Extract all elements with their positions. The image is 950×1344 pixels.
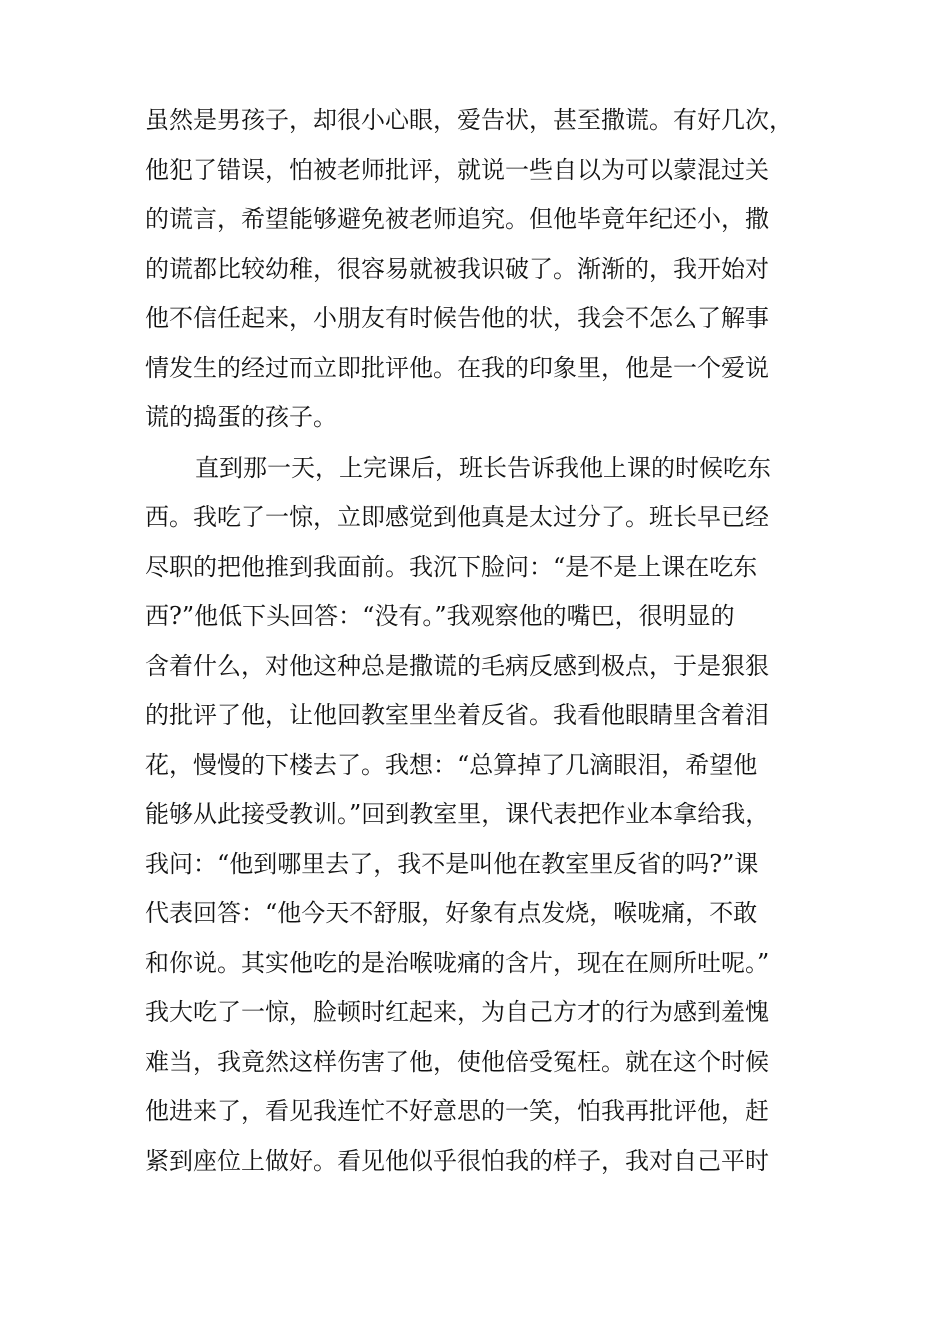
text-line: 和你说。其实他吃的是治喉咙痛的含片，现在在厕所吐呢。” <box>145 948 770 977</box>
text-line: 谎的捣蛋的孩子。 <box>145 403 337 431</box>
text-line: 他不信任起来，小朋友有时候告他的状，我会不怎么了解事 <box>145 304 769 332</box>
text-line: 西。我吃了一惊，立即感觉到他真是太过分了。班长早已经 <box>145 503 769 531</box>
text-line: 代表回答：“他今天不舒服，好象有点发烧，喉咙痛，不敢 <box>145 899 758 927</box>
text-line: 的批评了他，让他回教室里坐着反省。我看他眼睛里含着泪 <box>145 701 769 729</box>
text-line: 紧到座位上做好。看见他似乎很怕我的样子，我对自己平时 <box>145 1146 769 1175</box>
text-line: 含着什么，对他这种总是撒谎的毛病反感到极点，于是狠狠 <box>145 651 769 680</box>
text-line: 尽职的把他推到我面前。我沉下脸问：“是不是上课在吃东 <box>145 552 758 581</box>
text-line: 我大吃了一惊，脸顿时红起来，为自己方才的行为感到羞愧 <box>145 998 769 1026</box>
text-line: 的谎言，希望能够避免被老师追究。但他毕竟年纪还小，撒 <box>145 205 769 233</box>
text-line: 我问：“他到哪里去了，我不是叫他在教室里反省的吗?”课 <box>145 849 759 878</box>
text-line: 的谎都比较幼稚，很容易就被我识破了。渐渐的，我开始对 <box>145 254 769 283</box>
text-line: 能够从此接受教训。”回到教室里，课代表把作业本拿给我， <box>145 800 770 828</box>
text-line: 西?”他低下头回答：“没有。”我观察他的嘴巴，很明显的 <box>145 602 735 630</box>
body-text <box>145 96 825 1186</box>
text-line: 难当，我竟然这样伤害了他，使他倍受冤枉。就在这个时候 <box>145 1047 769 1076</box>
paragraph-first-line: 直到那一天，上完课后，班长告诉我他上课的时候吃东 <box>195 453 771 482</box>
text-line: 情发生的经过而立即批评他。在我的印象里，他是一个爱说 <box>145 353 769 382</box>
text-line: 他犯了错误，怕被老师批评，就说一些自以为可以蒙混过关 <box>145 155 769 184</box>
text-line: 虽然是男孩子，却很小心眼，爱告状，甚至撒谎。有好几次， <box>145 106 793 134</box>
text-line: 花，慢慢的下楼去了。我想：“总算掉了几滴眼泪，希望他 <box>145 750 758 779</box>
text-line: 他进来了，看见我连忙不好意思的一笑，怕我再批评他，赶 <box>145 1097 769 1125</box>
